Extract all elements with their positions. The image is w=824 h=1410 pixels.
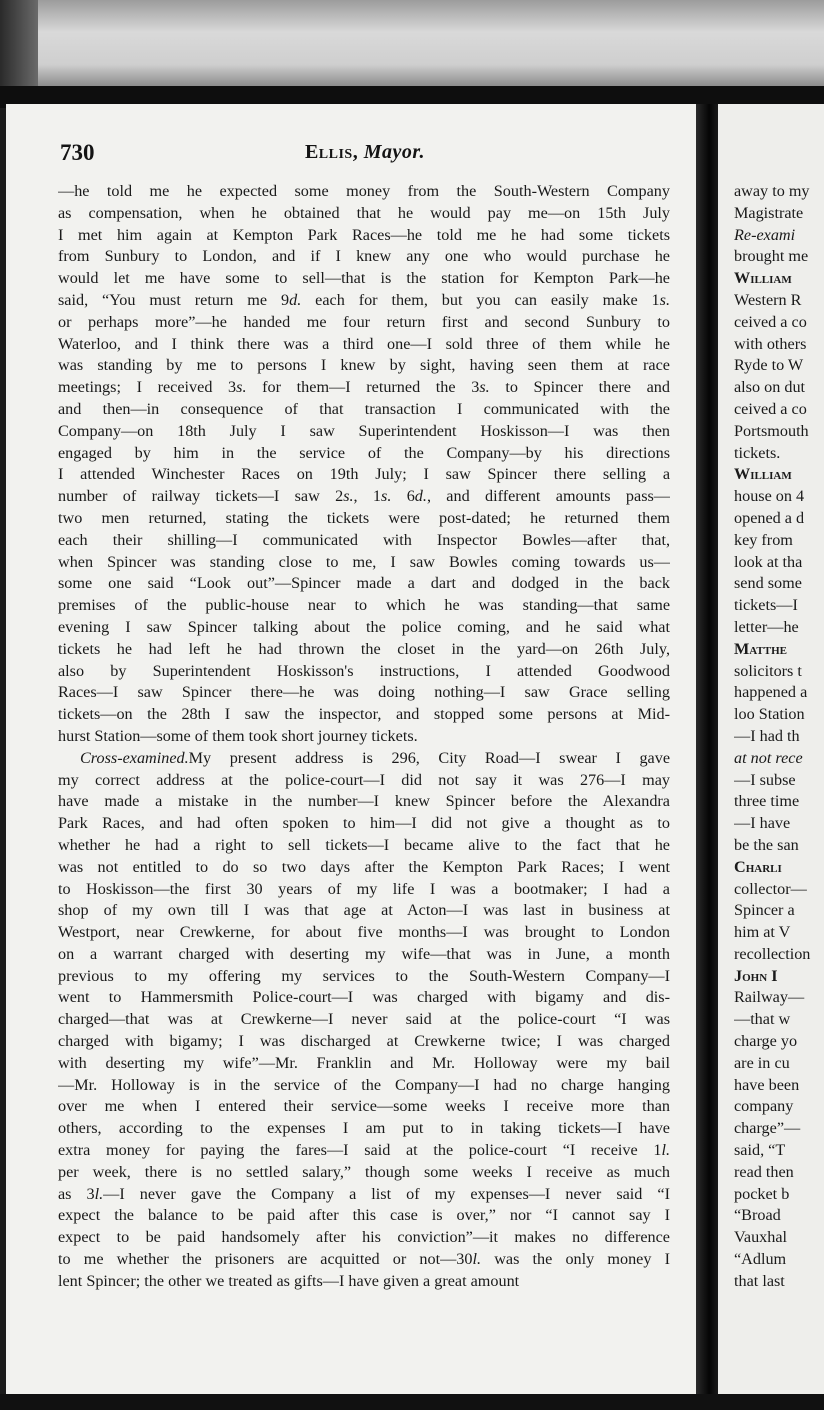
side-text-fragment: William [734,269,792,288]
text-line: also by Superintendent Hoskisson's instructions, I attended Goodwood [58,661,670,680]
side-text-fragment: collector— [734,879,807,898]
side-text-fragment: house on 4 [734,487,805,506]
side-text-line [734,508,824,530]
side-text-fragment: charge yo [734,1032,798,1051]
text-line: Waterloo, and I think there was a third one—I sold three of them while he [58,334,670,353]
side-text-line [734,268,824,290]
text-line: hurst Station—some of them took short journey tickets. [58,726,418,745]
side-text-fragment: ceived a co [734,312,807,331]
side-text-fragment: brought me [734,247,809,266]
book-gutter [696,104,718,1394]
text-line: with deserting my wife”—Mr. Franklin and Mr. Holloway were my bail [58,1053,670,1072]
text-line: per week, there is no settled salary,” though some weeks I receive as much [58,1162,670,1181]
side-text-line [734,922,824,944]
side-text-line [734,1118,824,1140]
side-text-line [734,443,824,465]
side-text-line [734,661,824,683]
side-text-fragment: opened a d [734,508,805,527]
scan-edge-shadow [0,0,38,92]
side-text-line [734,617,824,639]
side-text-fragment: Portsmouth [734,421,809,440]
side-text-line [734,813,824,835]
side-text-fragment: send some [734,574,802,593]
text-line: was standing by me to persons I knew by sight, having seen them at race [58,356,670,375]
side-text-line [734,879,824,901]
side-text-fragment: Re-exami [734,225,796,244]
text-line: some one said “Look out”—Spincer made a dart and dodged in the back [58,574,670,593]
side-text-fragment: —I subse [734,770,796,789]
side-text-fragment: recollection [734,944,811,963]
text-line: to me whether the prisoners are acquitted or not—30l. was the only money I [58,1250,670,1269]
side-text-line [734,1227,824,1249]
running-head [60,141,670,164]
side-text-line [734,835,824,857]
text-line: I met him again at Kempton Park Races—he told me he had some tickets [58,225,670,244]
text-line: meetings; I received 3s. for them—I returned the 3s. to Spincer there and [58,378,670,397]
text-line [58,748,670,770]
side-text-fragment: solicitors t [734,661,802,680]
side-text-line [734,791,824,813]
text-line: others, according to the expenses I am put to in taking tickets—I have [58,1119,670,1138]
side-text-line [734,355,824,377]
scan-bottom-band [0,1394,824,1410]
page-header [60,140,670,170]
text-line: from Sunbury to London, and if I knew any one who would purchase he [58,247,670,266]
side-text-fragment: look at tha [734,552,803,571]
side-text-line [734,334,824,356]
side-text-fragment: Ryde to W [734,356,804,375]
side-text-fragment: Matthe [734,639,787,658]
text-line: Company—on 18th July I saw Superintendent Hoskisson—I was then [58,421,670,440]
side-text-fragment: are in cu [734,1053,790,1072]
side-text-fragment: away to my [734,182,810,200]
text-line: Races—I saw Spincer there—he was doing nothing—I saw Grace selling [58,683,670,702]
text-line-rest: My present address is 296, City Road—I swear I gave [188,748,670,767]
side-text-fragment: company [734,1097,794,1116]
side-text-line [734,377,824,399]
side-text-fragment: —I had th [734,726,800,745]
side-text-fragment: him at V [734,923,791,942]
text-line: as compensation, when he obtained that he would pay me—on 15th July [58,203,670,222]
side-text-line [734,1271,824,1293]
side-text-line [734,399,824,421]
side-text-line [734,900,824,922]
side-text-fragment: Railway— [734,988,805,1007]
side-text-fragment: William [734,465,792,484]
side-text-fragment: Vauxhal [734,1228,788,1247]
text-line: expect the balance to be paid after this case is over,” nor “I cannot say I [58,1206,670,1225]
text-line: or perhaps more”—he handed me four return first and second Sunbury to [58,312,670,331]
side-text-fragment: Western R [734,290,802,309]
side-text-line [734,181,824,203]
side-text-fragment: letter—he [734,617,799,636]
text-line: charged—that was at Crewkerne—I never said at the police-court “I was [58,1010,670,1029]
side-text-line [734,1053,824,1075]
side-text-line [734,246,824,268]
side-text-line [734,225,824,247]
side-text-line [734,421,824,443]
side-text-line [734,1075,824,1097]
side-text-line [734,639,824,661]
text-line: said, “You must return me 9d. each for them, but you can easily make 1s. [58,290,670,309]
text-line: on a warrant charged with deserting my wife—that was in June, a month [58,944,670,963]
side-text-fragment: with others [734,334,807,353]
text-line: evening I saw Spincer talking about the police coming, and he said what [58,617,670,636]
text-line: over me when I entered their service—some weeks I receive more than [58,1097,670,1116]
text-line: each their shilling—I communicated with Inspector Bowles—after that, [58,530,670,549]
text-line: tickets—on the 28th I saw the inspector, and stopped some persons at Mid- [58,705,670,724]
side-text-fragment: Spincer a [734,901,795,920]
side-text-line [734,987,824,1009]
side-text-line [734,1205,824,1227]
side-text-line [734,726,824,748]
side-text-fragment: key from [734,530,793,549]
text-line: to Hoskisson—the first 30 years of my life I was a bootmaker; I had a [58,879,670,898]
side-text-fragment: three time [734,792,800,811]
side-text-fragment: ceived a co [734,399,807,418]
text-line: whether he had a right to sell tickets—I became alive to the fact that he [58,835,670,854]
side-text-line [734,290,824,312]
text-line: was not entitled to do so two days after the Kempton Park Races; I went [58,857,670,876]
side-text-line [734,770,824,792]
text-line: premises of the public-house near to which he was standing—that same [58,596,670,615]
side-text-line [734,312,824,334]
text-line: I attended Winchester Races on 19th July; I saw Spincer there selling a [58,465,670,484]
page-number: 730 [60,140,95,165]
text-line: shop of my own till I was that age at Acton—I was last in business at [58,901,670,920]
side-text-line [734,1140,824,1162]
side-text-fragment: John I [734,966,778,985]
side-text-fragment: at not rece [734,748,803,767]
text-line: have made a mistake in the number—I knew Spincer before the Alexandra [58,792,670,811]
side-text-line [734,552,824,574]
side-text-line [734,1249,824,1271]
side-text-line [734,1009,824,1031]
side-text-fragment: happened a [734,683,808,702]
side-text-fragment: that last [734,1271,785,1290]
side-text-fragment: —that w [734,1010,791,1029]
side-text-line [734,573,824,595]
text-line: would let me have some to sell—that is the station for Kempton Park—he [58,269,670,288]
text-line: previous to my offering my services to the South-Western Company—I [58,966,670,985]
text-line: engaged by him in the service of the Company—by his directions [58,443,670,462]
running-head-title: Mayor. [363,141,426,163]
side-text-line [734,1031,824,1053]
side-text-fragment: tickets—I [734,596,798,615]
text-line: tickets he had left he had thrown the closet in the yard—on 26th July, [58,639,670,658]
text-line: my correct address at the police-court—I did not say it was 276—I may [58,770,670,789]
side-text-line [734,857,824,879]
side-text-fragment: Charli [734,857,782,876]
side-text-line [734,486,824,508]
side-text-fragment: charge”— [734,1119,801,1138]
adjacent-page-text [734,181,824,1293]
side-text-fragment: have been [734,1075,800,1094]
side-text-line [734,944,824,966]
side-text-line [734,704,824,726]
text-line: when Spincer was standing close to me, I saw Bowles coming towards us— [58,552,670,571]
main-text-column [58,181,670,1293]
side-text-fragment: “Adlum [734,1250,787,1269]
side-text-line [734,464,824,486]
text-line: lent Spincer; the other we treated as gifts—I have given a great amount [58,1271,520,1290]
side-text-fragment: Magistrate [734,203,804,222]
side-text-fragment: said, “T [734,1141,786,1160]
text-line: number of railway tickets—I saw 2s., 1s. 6d., and different amounts pass— [58,487,670,506]
text-line: Westport, near Crewkerne, for about five months—I was brought to London [58,923,670,942]
text-line: went to Hammersmith Police-court—I was charged with bigamy and dis- [58,988,670,1007]
text-line: —Mr. Holloway is in the service of the Company—I had no charge hanging [58,1075,670,1094]
text-line: Park Races, and had often spoken to him—I did not give a thought as to [58,814,670,833]
side-text-line [734,1162,824,1184]
side-text-line [734,595,824,617]
side-text-fragment: be the san [734,835,799,854]
side-text-line [734,748,824,770]
side-text-line [734,203,824,225]
side-text-line [734,682,824,704]
side-text-fragment: “Broad [734,1206,781,1225]
side-text-fragment: also on dut [734,378,806,397]
side-text-fragment: read then [734,1162,794,1181]
text-line: as 3l.—I never gave the Company a list of my expenses—I never said “I [58,1184,670,1203]
top-scan-margin [0,0,824,92]
side-text-fragment: loo Station [734,705,805,724]
side-text-line [734,966,824,988]
text-line: two men returned, stating the tickets were post-dated; he returned them [58,508,670,527]
side-text-fragment: pocket b [734,1184,790,1203]
text-line: expect to be paid handsomely after his conviction”—it makes no difference [58,1228,670,1247]
side-text-line [734,1184,824,1206]
text-line: charged with bigamy; I was discharged at Crewkerne twice; I was charged [58,1032,670,1051]
text-line: —he told me he expected some money from the South-Western Company [58,182,670,200]
side-text-line [734,1096,824,1118]
side-text-fragment: tickets. [734,443,781,462]
text-line: extra money for paying the fares—I said at the police-court “I receive 1l. [58,1141,670,1160]
running-head-name: Ellis, [304,141,359,163]
cross-examined-label: Cross-examined. [80,748,189,767]
text-line: and then—in consequence of that transaction I communicated with the [58,399,670,418]
side-text-fragment: —I have [734,814,791,833]
side-text-line [734,530,824,552]
